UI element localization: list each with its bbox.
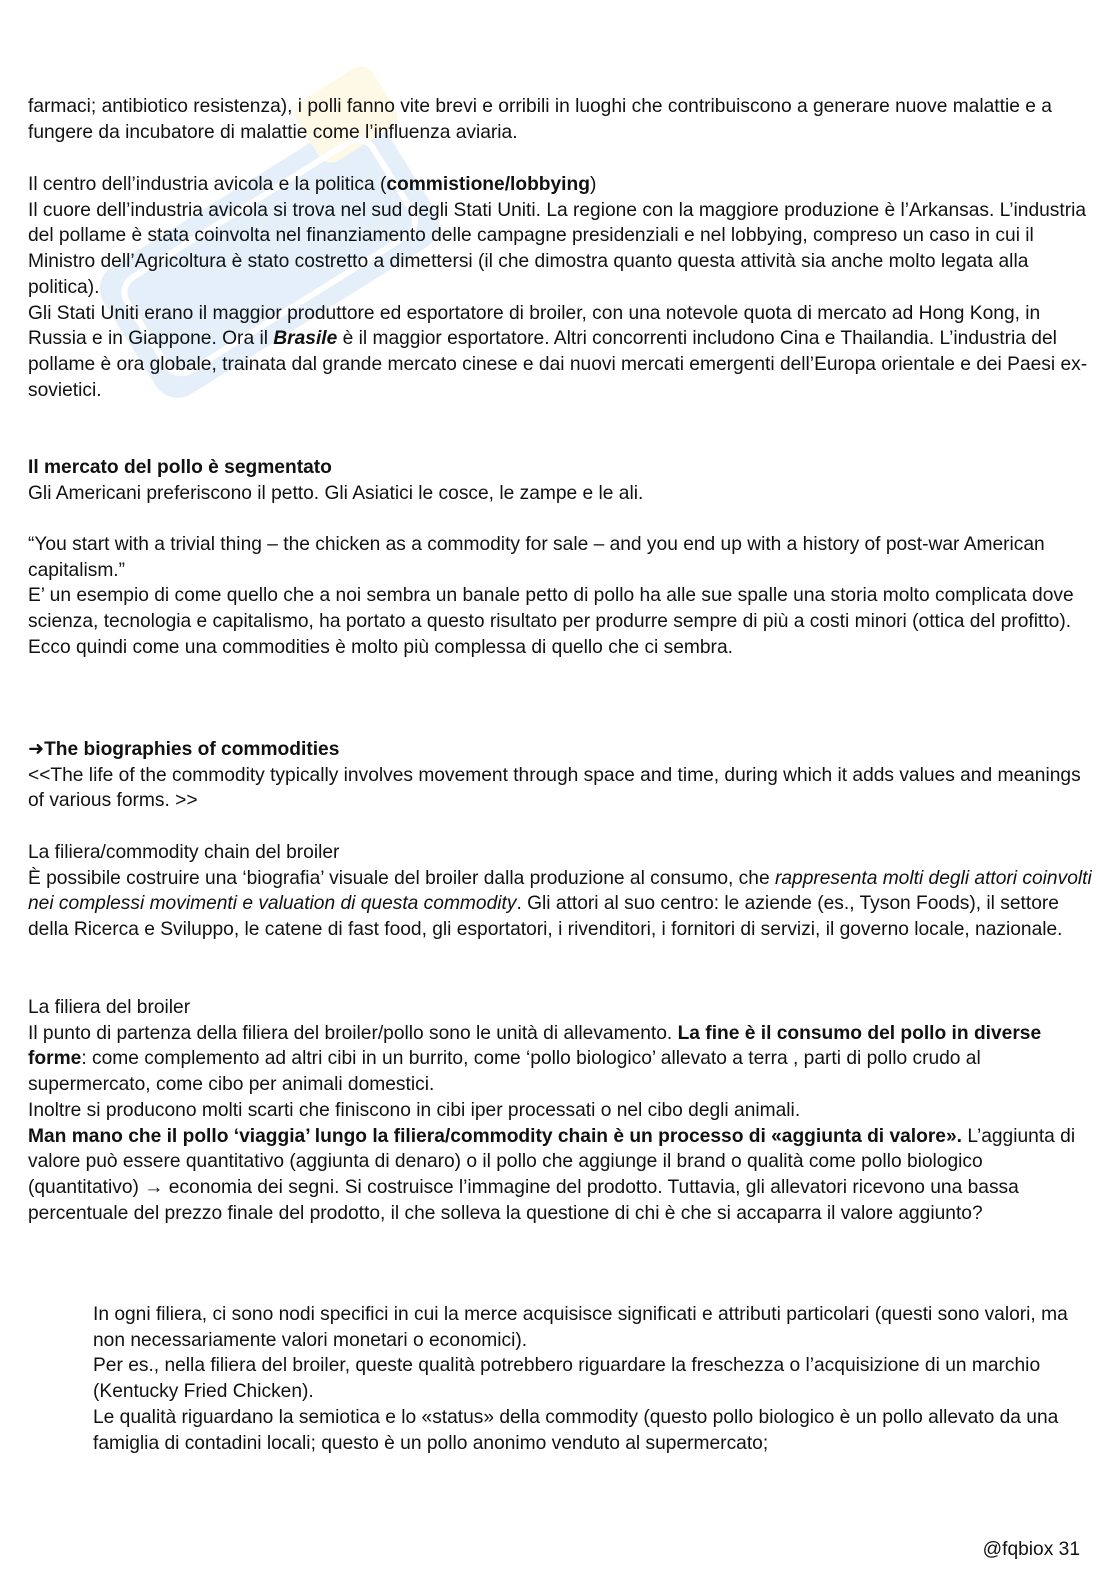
section-biographies: [28, 737, 1092, 814]
text-span: . Gli attori al suo centro: le aziende (es., Tyson Foods), il settore della Ricerca e Sviluppo, le catene di fast food, gli esportatori, i rivenditori, i fornitori di servizi, il governo locale, nazionale.: [28, 893, 1063, 941]
section-heading: [28, 737, 1092, 763]
section-heading: Il mercato del pollo è segmentato: [28, 457, 332, 478]
paragraph-text: farmaci; antibiotico resistenza), i polli fanno vite brevi e orribili in luoghi che contribuiscono a generare nuove malattie e a fungere da incubatore di malattie come l’influenza aviaria.: [28, 96, 1052, 143]
section-broiler-chain: [28, 995, 1092, 1226]
paragraph-text: [28, 1021, 1092, 1098]
section-heading: La filiera del broiler: [28, 997, 191, 1018]
text-span: è il maggior esportatore. Altri concorrenti includono Cina e Thailandia. L’industria del pollame è ora globale, trainata dal grande mercato cinese e dai nuovi mercati emergenti dell’Europa orientale e dei Paesi ex-sovietici.: [28, 328, 1088, 401]
paragraph-text: E’ un esempio di come quello che a noi sembra un banale petto di pollo ha alle sue spalle una storia molto complicata dove scienza, tecnologia e capitalismo, ha portato a questo risultato per produrre sempre di più a costi minori (ottica del profitto).: [28, 585, 1074, 633]
paragraph-text: <<The life of the commodity typically involves movement through space and time, during which it adds values and meanings of various forms. >>: [28, 764, 1081, 812]
arrow-icon: ➜: [28, 739, 45, 760]
section-industry-politics: [28, 172, 1092, 403]
heading-text-end: ): [589, 174, 597, 195]
paragraph-text: Per es., nella filiera del broiler, queste qualità potrebbero riguardare la freschezza o l’acquisizione di un marchio (Kentucky Fried Chicken).: [93, 1355, 1041, 1403]
section-commodity-chain: [28, 840, 1092, 943]
heading-text: The biographies of commodities: [44, 739, 340, 760]
paragraph-text: Gli Americani preferiscono il petto. Gli Asiatici le cosce, le zampe e le ali.: [28, 482, 644, 504]
paragraph-text: [28, 301, 1092, 404]
bold-text: Man mano che il pollo ‘viaggia’ lungo la filiera/commodity chain è un processo di «aggiunta di valore».: [28, 1125, 962, 1147]
text-span: È possibile costruire una ‘biografia’ visuale del broiler dalla produzione al consumo, che: [28, 867, 775, 889]
text-span: L’aggiunta di valore può essere quantitativo (aggiunta di denaro) o il pollo che aggiunge il brand o qualità come pollo biologico (quantitativo) → economia dei segni. Si costruisce l’immagine del prodotto. Tuttavia, gli allevatori ricevono una bassa percentuale del prezzo finale del prodotto, il che solleva la questione di chi è che si accaparra il valore aggiunto?: [28, 1125, 1076, 1224]
paragraph-text: Il cuore dell’industria avicola si trova nel sud degli Stati Uniti. La regione con la maggiore produzione è l’Arkansas. L’industria del pollame è stata coinvolta nel finanziamento delle campagne presidenziali e nel lobbying, compreso un caso in cui il Ministro dell’Agricoltura è stato costretto a dimettersi (il che dimostra quanto questa attività sia anche molto legata alla politica).: [28, 199, 1087, 298]
page-footer: @fqbiox 31: [982, 1539, 1080, 1560]
heading-text: Il centro dell’industria avicola e la politica (: [28, 174, 387, 195]
text-span: Il punto di partenza della filiera del broiler/pollo sono le unità di allevamento.: [28, 1022, 678, 1044]
italic-text: rappresenta molti degli attori coinvolti nei complessi movimenti e valuation di questa commodity: [28, 867, 1092, 915]
intro-paragraph: [28, 94, 1092, 145]
section-quote: [28, 532, 1092, 661]
paragraph-text: [28, 1124, 1092, 1227]
heading-bold-text: commistione/lobbying: [386, 174, 590, 195]
section-market-segmented: [28, 455, 1092, 506]
quote-text: “You start with a trivial thing – the chicken as a commodity for sale – and you end up with a history of post-war American capitalism.”: [28, 534, 1045, 581]
bold-text: La fine è il consumo del pollo in diverse forme: [28, 1022, 1042, 1070]
paragraph-text: Inoltre si producono molti scarti che finiscono in cibi iper processati o nel cibo degli animali.: [28, 1099, 801, 1121]
text-span: Gli Stati Uniti erano il maggior produttore ed esportatore di broiler, con una notevole quota di mercato ad Hong Kong, in Russia e in Giappone. Ora il: [28, 302, 1041, 350]
section-indented-notes: [93, 1302, 1093, 1456]
section-heading: [28, 172, 1092, 198]
section-heading: La filiera/commodity chain del broiler: [28, 842, 340, 863]
paragraph-text: Le qualità riguardano la semiotica e lo «status» della commodity (questo pollo biologico è un pollo allevato da una famiglia di contadini locali; questo è un pollo anonimo venduto al supermercato;: [93, 1406, 1059, 1454]
paragraph-text: [28, 866, 1092, 943]
paragraph-text: Ecco quindi come una commodities è molto più complessa di quello che ci sembra.: [28, 636, 733, 658]
text-span: : come complemento ad altri cibi in un burrito, come ‘pollo biologico’ allevato a terra , parti di pollo crudo al supermercato, come cibo per animali domestici.: [28, 1048, 981, 1096]
paragraph-text: In ogni filiera, ci sono nodi specifici in cui la merce acquisisce significati e attributi particolari (questi sono valori, ma non necessariamente valori monetari o economici).: [93, 1304, 1068, 1351]
emphasis-brasile: Brasile: [273, 328, 338, 350]
